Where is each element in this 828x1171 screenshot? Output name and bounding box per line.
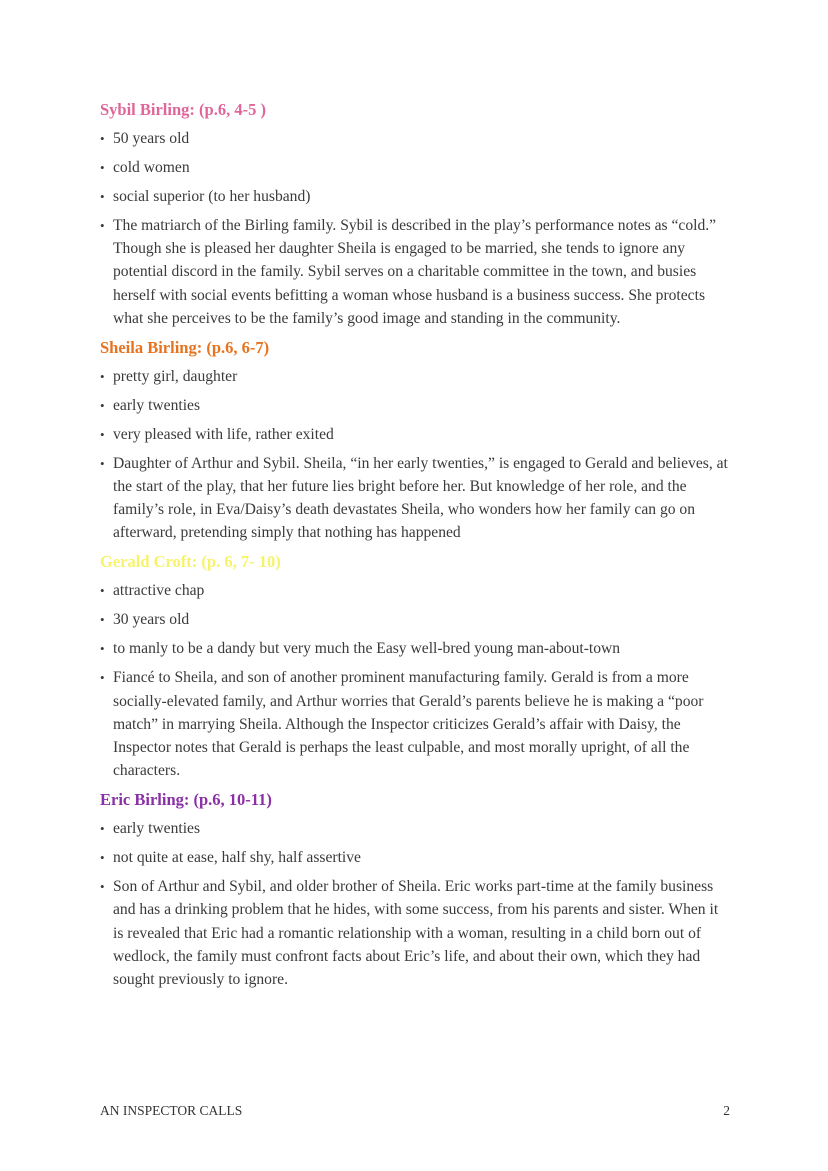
bullet-icon: • — [100, 879, 105, 895]
list-item: • Daughter of Arthur and Sybil. Sheila, “in her early twenties,” is engaged to Gerald and believes, at the start of the play, that her future lies bright before her. But knowledge of her role, and the family’s role, in Eva/Daisy’s death devastates Sheila, who wonders how her family can go on afterward, pretending simply that nothing has happened — [100, 452, 730, 545]
bullet-icon: • — [100, 455, 105, 471]
heading-gerald: Gerald Croft: (p. 6, 7- 10) — [100, 552, 281, 572]
list-item: • attractive chap — [100, 579, 730, 602]
section-sheila — [100, 336, 730, 545]
bullet-icon: • — [100, 131, 105, 146]
bullet-icon: • — [100, 218, 105, 233]
list-item: • pretty girl, daughter — [100, 365, 730, 388]
bullet-list-gerald — [100, 579, 730, 782]
list-item: • 30 years old — [100, 608, 730, 631]
section-sybil — [100, 98, 730, 330]
bullet-icon: • — [100, 368, 105, 384]
bullet-list-sheila — [100, 365, 730, 545]
list-item: • to manly to be a dandy but very much the Easy well-bred young man-about-town — [100, 637, 730, 660]
bullet-icon: • — [100, 670, 105, 686]
section-eric — [100, 788, 730, 991]
list-item: • cold women — [100, 156, 730, 179]
list-item: • very pleased with life, rather exited — [100, 423, 730, 446]
list-item: • early twenties — [100, 817, 730, 840]
bullet-icon: • — [100, 583, 105, 599]
list-item: • Son of Arthur and Sybil, and older brother of Sheila. Eric works part-time at the family business and has a drinking problem that he hides, with some success, from his parents and sister. When it is revealed that Eric had a romantic relationship with a woman, resulting in a child born out of wedlock, the family must confront facts about Eric’s life, and about their own, which they had sought previously to ignore. — [100, 875, 730, 991]
heading-sheila: Sheila Birling: (p.6, 6-7) — [100, 337, 270, 357]
bullet-icon: • — [100, 397, 105, 413]
bullet-list-eric — [100, 817, 730, 991]
page-number: 2 — [723, 1103, 730, 1118]
document-page — [100, 98, 730, 997]
heading-eric: Eric Birling: (p.6, 10-11) — [100, 790, 272, 810]
list-item: • not quite at ease, half shy, half assertive — [100, 846, 730, 869]
list-item: • 50 years old — [100, 127, 730, 150]
page-footer — [100, 1103, 730, 1119]
bullet-icon: • — [100, 426, 105, 442]
heading-sybil: Sybil Birling: (p.6, 4-5 ) — [100, 100, 266, 119]
bullet-list-sybil — [100, 127, 730, 330]
footer-title: AN INSPECTOR CALLS — [100, 1103, 243, 1118]
list-item: • Fiancé to Sheila, and son of another prominent manufacturing family. Gerald is from a more socially-elevated family, and Arthur worries that Gerald’s parents believe he is making a “poor match” in marrying Sheila. Although the Inspector criticizes Gerald’s affair with Daisy, the Inspector notes that Gerald is perhaps the least culpable, and most morally upright, of all the characters. — [100, 666, 730, 782]
section-gerald — [100, 550, 730, 782]
list-item: • social superior (to her husband) — [100, 185, 730, 208]
bullet-icon: • — [100, 821, 105, 837]
bullet-icon: • — [100, 189, 105, 204]
bullet-icon: • — [100, 612, 105, 628]
list-item: • early twenties — [100, 394, 730, 417]
bullet-icon: • — [100, 160, 105, 175]
bullet-icon: • — [100, 641, 105, 657]
list-item: • The matriarch of the Birling family. Sybil is described in the play’s performance notes as “cold.” Though she is pleased her daughter Sheila is engaged to be married, she tends to ignore any potential discord in the family. Sybil serves on a charitable committee in the town, and busies herself with social events befitting a woman whose husband is a business success. She protects what she perceives to be the family’s good image and standing in the community. — [100, 214, 730, 330]
bullet-icon: • — [100, 850, 105, 866]
